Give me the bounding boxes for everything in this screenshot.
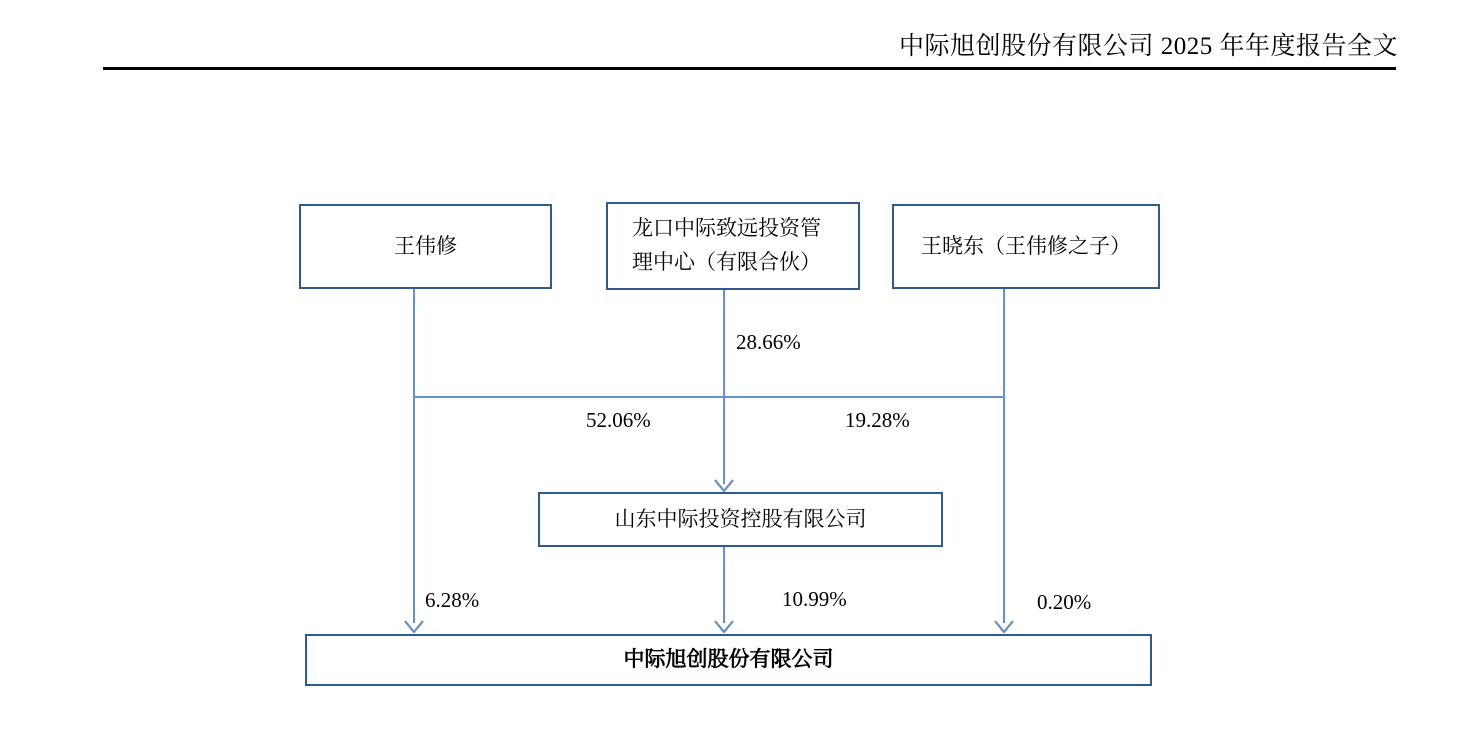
connector-line-longkou-down bbox=[723, 290, 725, 484]
ownership-label-longkou-to-shandong: 28.66% bbox=[736, 330, 801, 354]
connector-line-horizontal-cross bbox=[413, 396, 1005, 398]
arrow-down-icon bbox=[994, 620, 1014, 633]
arrow-down-icon bbox=[714, 479, 734, 492]
ownership-label-wangweixiu-to-company: 6.28% bbox=[425, 588, 480, 612]
connector-line-shandong-down bbox=[723, 547, 725, 623]
ownership-label-wangxiaodong-to-company: 0.20% bbox=[1037, 590, 1092, 614]
arrow-down-icon bbox=[714, 620, 734, 633]
ownership-label-wangxiaodong-to-shandong: 19.28% bbox=[845, 408, 910, 432]
ownership-label-shandong-to-company: 10.99% bbox=[782, 587, 847, 611]
page-header-title: 中际旭创股份有限公司 2025 年年度报告全文 bbox=[898, 33, 1398, 60]
arrow-down-icon bbox=[404, 620, 424, 633]
entity-box-shandong-holding: 山东中际投资控股有限公司 bbox=[538, 492, 943, 547]
header-divider-rule bbox=[103, 67, 1396, 70]
entity-box-listed-company: 中际旭创股份有限公司 bbox=[305, 634, 1152, 686]
entity-box-wang-weixiu: 王伟修 bbox=[299, 204, 552, 289]
ownership-label-wangweixiu-to-shandong: 52.06% bbox=[586, 408, 651, 432]
connector-line-wangweixiu-down bbox=[413, 289, 415, 623]
entity-box-wang-xiaodong: 王晓东（王伟修之子） bbox=[892, 204, 1160, 289]
entity-box-longkou-partnership: 龙口中际致远投资管理中心（有限合伙） bbox=[606, 202, 860, 290]
connector-line-wangxiaodong-down bbox=[1003, 289, 1005, 623]
